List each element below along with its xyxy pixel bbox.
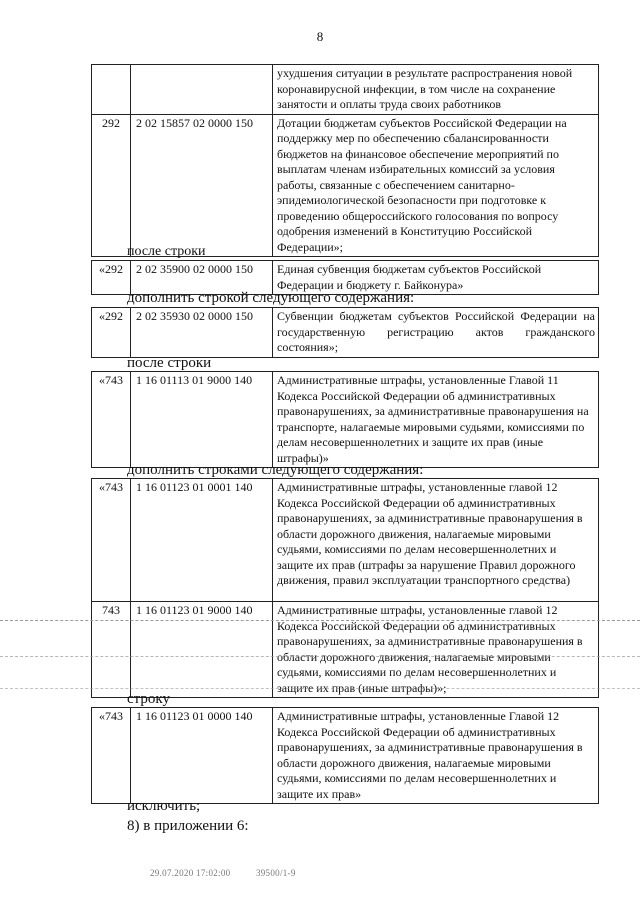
table-row	[92, 308, 599, 358]
instruction-remove: исключить;	[127, 798, 201, 814]
footer-stamp	[150, 868, 296, 878]
footer-timestamp: 29.07.2020 17:02:00	[150, 868, 231, 878]
table-existing-row	[91, 371, 599, 468]
row-code: «743	[92, 372, 131, 468]
footer-doc-id: 39500/1-9	[255, 868, 296, 878]
row-kbk: 1 16 01113 01 9000 140	[131, 372, 273, 468]
scan-artifact-line	[0, 688, 640, 689]
instruction-add-row: дополнить строкой следующего содержания:	[127, 290, 415, 306]
table-row	[92, 372, 599, 468]
instruction-add-rows: дополнить строками следующего содержания:	[127, 462, 424, 478]
row-kbk: 2 02 35900 02 0000 150	[131, 261, 273, 295]
instruction-after-row: после строки	[127, 244, 206, 259]
row-text: ухудшения ситуации в результате распространения новой коронавирусной инфекции, в том числе на сохранение занятости и оплаты труда своих работников	[273, 65, 599, 115]
row-text: Единая субвенция бюджетам субъектов Российской Федерации и бюджету г. Байконура»	[273, 261, 599, 295]
instruction-row: строку	[127, 691, 170, 707]
instruction-after-row: после строки	[127, 355, 212, 371]
table-row-to-remove	[91, 707, 599, 804]
row-text: Административные штрафы, установленные главой 12 Кодекса Российской Федерации об административных правонарушениях, за административные правонарушения в области дорожного движения, налагаемые мировыми судьями, комиссиями по делам несовершеннолетних и защите их прав (иные штрафы)»;	[273, 602, 599, 698]
row-text: Субвенции бюджетам субъектов Российской Федерации на государственную регистрацию актов гражданского состояния»;	[273, 308, 599, 358]
row-kbk: 1 16 01123 01 0001 140	[131, 479, 273, 602]
table-new-row	[91, 307, 599, 358]
row-kbk: 2 02 15857 02 0000 150	[131, 114, 273, 257]
row-text: Административные штрафы, установленные Главой 11 Кодекса Российской Федерации об административных правонарушениях, за административные правонарушения на транспорте, налагаемые мировыми судьями, комиссиями по делам несовершеннолетних и защите их прав (иные штрафы)»	[273, 372, 599, 468]
section-heading: 8) в приложении 6:	[127, 818, 249, 834]
row-kbk: 1 16 01123 01 0000 140	[131, 708, 273, 804]
row-code: «743	[92, 708, 131, 804]
scan-artifact-line	[0, 620, 640, 621]
scan-artifact-line	[0, 656, 640, 657]
row-code: «743	[92, 479, 131, 602]
page-number: 8	[316, 29, 324, 44]
table-row	[92, 114, 599, 257]
table-new-rows	[91, 478, 599, 698]
table-continuation	[91, 64, 599, 257]
row-code: 292	[92, 114, 131, 257]
row-code: 743	[92, 602, 131, 698]
row-code: «292	[92, 308, 131, 358]
table-row	[92, 479, 599, 602]
row-code: «292	[92, 261, 131, 295]
row-text: Дотации бюджетам субъектов Российской Федерации на поддержку мер по обеспечению сбалансированности бюджетов на финансовое обеспечение мероприятий по выплатам членам избирательных комиссий за условия работы, связанные с обеспечением санитарно-эпидемиологической безопасности при подготовке к проведению общероссийского голосования по вопросу одобрения изменений в Конституцию Российской Федерации»;	[273, 114, 599, 257]
row-kbk: 1 16 01123 01 9000 140	[131, 602, 273, 698]
table-row	[92, 708, 599, 804]
row-code	[92, 65, 131, 115]
row-kbk: 2 02 35930 02 0000 150	[131, 308, 273, 358]
row-kbk	[131, 65, 273, 115]
table-row	[92, 602, 599, 698]
row-text: Административные штрафы, установленные главой 12 Кодекса Российской Федерации об административных правонарушениях, за административные правонарушения в области дорожного движения, налагаемые мировыми судьями, комиссиями по делам несовершеннолетних и защите их прав (штрафы за нарушение Правил дорожного движения, правил эксплуатации транспортного средства)	[273, 479, 599, 602]
row-text: Административные штрафы, установленные Главой 12 Кодекса Российской Федерации об административных правонарушениях, за административные правонарушения в области дорожного движения, налагаемые мировыми судьями, комиссиями по делам несовершеннолетних и защите их прав»	[273, 708, 599, 804]
table-row	[92, 65, 599, 115]
